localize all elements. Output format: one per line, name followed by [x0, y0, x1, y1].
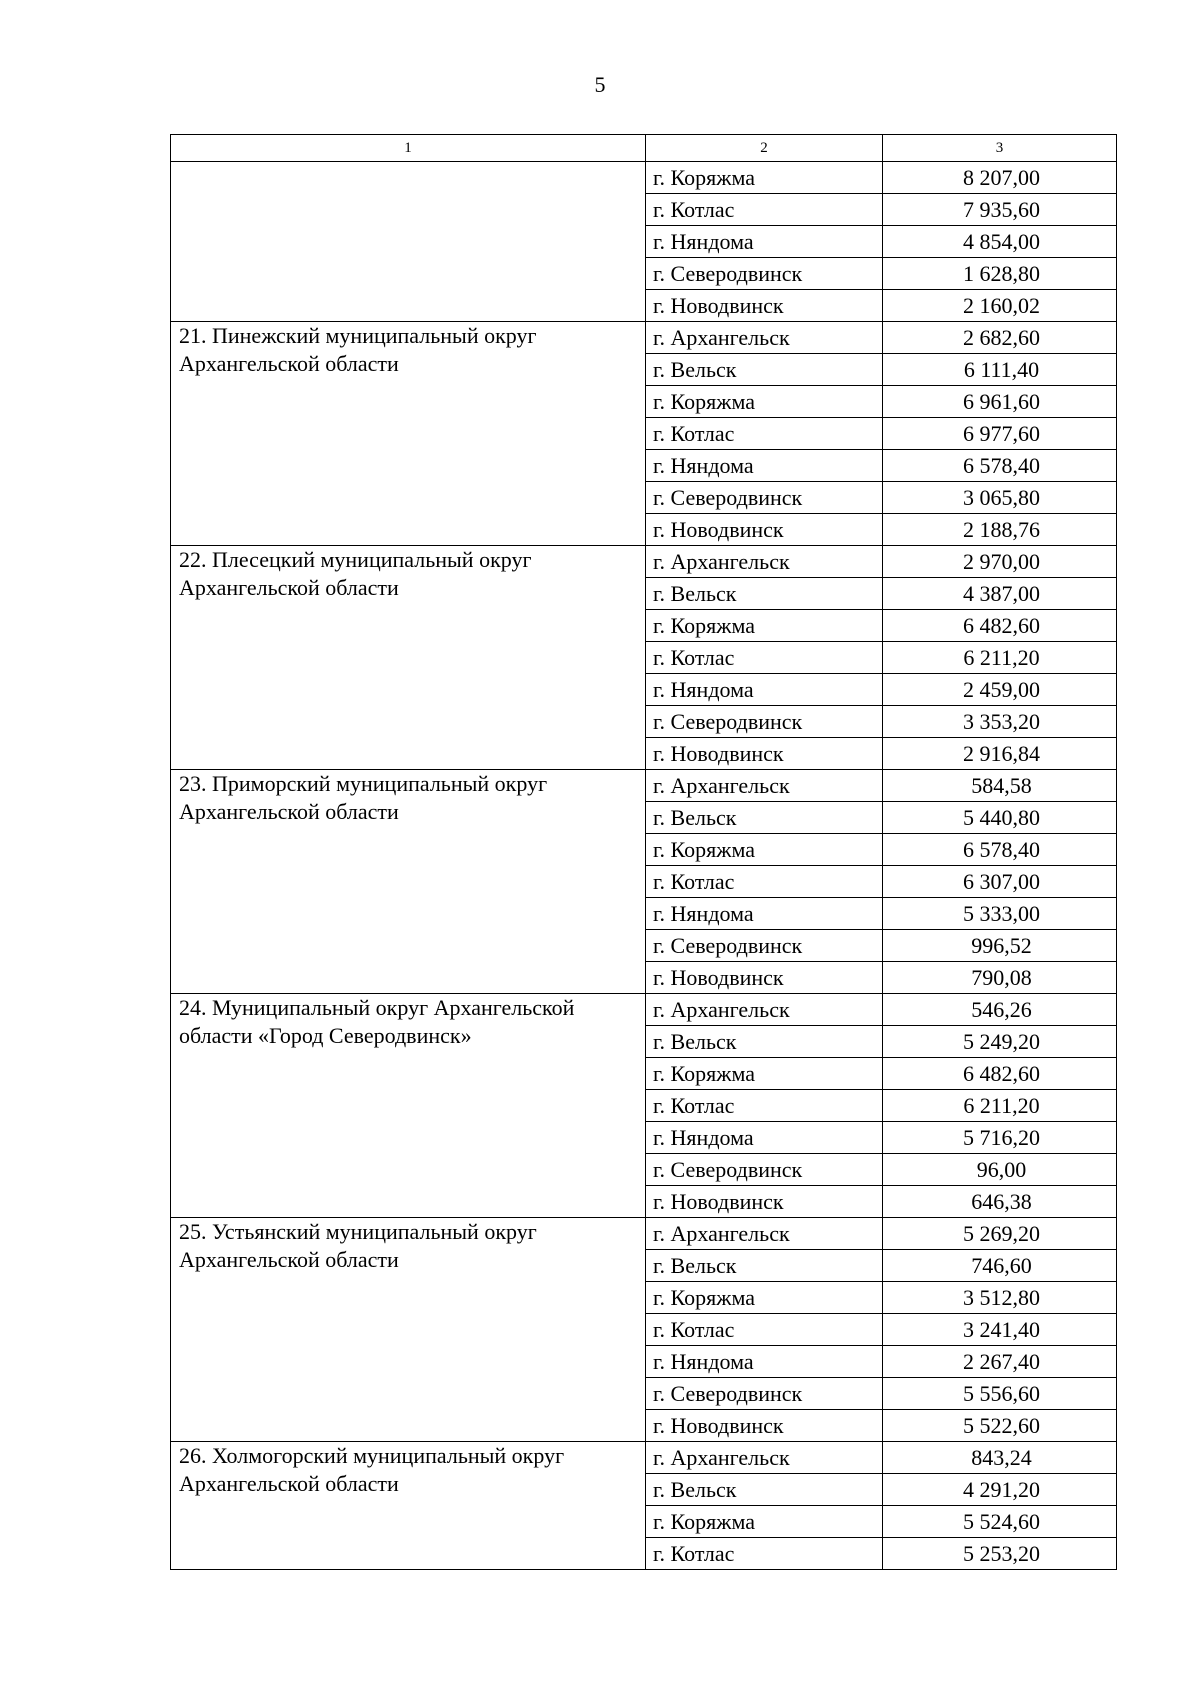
- value-cell: 746,60: [883, 1250, 1117, 1282]
- city-cell: г. Новодвинск: [646, 1410, 883, 1442]
- city-cell: г. Новодвинск: [646, 962, 883, 994]
- value-cell: 584,58: [883, 770, 1117, 802]
- district-name-cell: [171, 162, 646, 322]
- value-cell: 6 307,00: [883, 866, 1117, 898]
- value-cell: 1 628,80: [883, 258, 1117, 290]
- city-cell: г. Вельск: [646, 578, 883, 610]
- table-row: [171, 994, 1117, 1026]
- value-cell: 2 459,00: [883, 674, 1117, 706]
- city-cell: г. Котлас: [646, 194, 883, 226]
- district-name-cell: 22. Плесецкий муниципальный округ Архангельской области: [171, 546, 646, 770]
- table-row: [171, 770, 1117, 802]
- city-cell: г. Архангельск: [646, 994, 883, 1026]
- value-cell: 6 578,40: [883, 450, 1117, 482]
- city-cell: г. Няндома: [646, 450, 883, 482]
- value-cell: 2 916,84: [883, 738, 1117, 770]
- value-cell: 646,38: [883, 1186, 1117, 1218]
- value-cell: 4 387,00: [883, 578, 1117, 610]
- value-cell: 3 353,20: [883, 706, 1117, 738]
- value-cell: 4 854,00: [883, 226, 1117, 258]
- city-cell: г. Няндома: [646, 1122, 883, 1154]
- city-cell: г. Котлас: [646, 866, 883, 898]
- city-cell: г. Северодвинск: [646, 1378, 883, 1410]
- value-cell: 6 111,40: [883, 354, 1117, 386]
- table-row: [171, 1218, 1117, 1250]
- city-cell: г. Новодвинск: [646, 738, 883, 770]
- district-name-cell: 25. Устьянский муниципальный округ Архангельской области: [171, 1218, 646, 1442]
- district-name-cell: 24. Муниципальный округ Архангельской области «Город Северодвинск»: [171, 994, 646, 1218]
- city-cell: г. Котлас: [646, 1090, 883, 1122]
- city-cell: г. Северодвинск: [646, 482, 883, 514]
- city-cell: г. Котлас: [646, 418, 883, 450]
- city-cell: г. Коряжма: [646, 162, 883, 194]
- value-cell: 6 961,60: [883, 386, 1117, 418]
- city-cell: г. Вельск: [646, 802, 883, 834]
- value-cell: 5 333,00: [883, 898, 1117, 930]
- city-cell: г. Няндома: [646, 1346, 883, 1378]
- page-number: 5: [594, 72, 606, 97]
- value-cell: 2 188,76: [883, 514, 1117, 546]
- value-cell: 3 065,80: [883, 482, 1117, 514]
- value-cell: 2 682,60: [883, 322, 1117, 354]
- distance-table: [170, 134, 1117, 1570]
- column-header-2: 2: [646, 135, 883, 162]
- value-cell: 3 512,80: [883, 1282, 1117, 1314]
- value-cell: 6 211,20: [883, 642, 1117, 674]
- district-name-cell: 26. Холмогорский муниципальный округ Архангельской области: [171, 1442, 646, 1570]
- value-cell: 996,52: [883, 930, 1117, 962]
- city-cell: г. Архангельск: [646, 322, 883, 354]
- city-cell: г. Коряжма: [646, 610, 883, 642]
- value-cell: 843,24: [883, 1442, 1117, 1474]
- value-cell: 6 977,60: [883, 418, 1117, 450]
- city-cell: г. Новодвинск: [646, 1186, 883, 1218]
- table-body: [171, 162, 1117, 1570]
- value-cell: 790,08: [883, 962, 1117, 994]
- city-cell: г. Архангельск: [646, 546, 883, 578]
- city-cell: г. Коряжма: [646, 386, 883, 418]
- value-cell: 7 935,60: [883, 194, 1117, 226]
- table-row: [171, 1442, 1117, 1474]
- city-cell: г. Новодвинск: [646, 514, 883, 546]
- city-cell: г. Котлас: [646, 1538, 883, 1570]
- column-header-1: 1: [171, 135, 646, 162]
- table-row: [171, 546, 1117, 578]
- value-cell: 6 482,60: [883, 610, 1117, 642]
- table-row: [171, 322, 1117, 354]
- value-cell: 6 578,40: [883, 834, 1117, 866]
- value-cell: 5 522,60: [883, 1410, 1117, 1442]
- city-cell: г. Коряжма: [646, 1282, 883, 1314]
- city-cell: г. Северодвинск: [646, 1154, 883, 1186]
- value-cell: 2 970,00: [883, 546, 1117, 578]
- city-cell: г. Северодвинск: [646, 706, 883, 738]
- value-cell: 5 249,20: [883, 1026, 1117, 1058]
- district-name-cell: 23. Приморский муниципальный округ Архангельской области: [171, 770, 646, 994]
- city-cell: г. Няндома: [646, 226, 883, 258]
- table-header-row: [171, 135, 1117, 162]
- city-cell: г. Вельск: [646, 1026, 883, 1058]
- value-cell: 6 211,20: [883, 1090, 1117, 1122]
- city-cell: г. Няндома: [646, 674, 883, 706]
- city-cell: г. Коряжма: [646, 1058, 883, 1090]
- city-cell: г. Вельск: [646, 354, 883, 386]
- value-cell: 2 267,40: [883, 1346, 1117, 1378]
- value-cell: 8 207,00: [883, 162, 1117, 194]
- value-cell: 4 291,20: [883, 1474, 1117, 1506]
- city-cell: г. Котлас: [646, 642, 883, 674]
- city-cell: г. Архангельск: [646, 770, 883, 802]
- value-cell: 6 482,60: [883, 1058, 1117, 1090]
- city-cell: г. Северодвинск: [646, 930, 883, 962]
- city-cell: г. Вельск: [646, 1250, 883, 1282]
- district-name-cell: 21. Пинежский муниципальный округ Архангельской области: [171, 322, 646, 546]
- city-cell: г. Коряжма: [646, 834, 883, 866]
- city-cell: г. Северодвинск: [646, 258, 883, 290]
- value-cell: 5 440,80: [883, 802, 1117, 834]
- city-cell: г. Котлас: [646, 1314, 883, 1346]
- city-cell: г. Коряжма: [646, 1506, 883, 1538]
- city-cell: г. Няндома: [646, 898, 883, 930]
- value-cell: 3 241,40: [883, 1314, 1117, 1346]
- column-header-3: 3: [883, 135, 1117, 162]
- city-cell: г. Новодвинск: [646, 290, 883, 322]
- city-cell: г. Вельск: [646, 1474, 883, 1506]
- value-cell: 96,00: [883, 1154, 1117, 1186]
- value-cell: 5 716,20: [883, 1122, 1117, 1154]
- value-cell: 5 524,60: [883, 1506, 1117, 1538]
- table-row: [171, 162, 1117, 194]
- value-cell: 5 269,20: [883, 1218, 1117, 1250]
- city-cell: г. Архангельск: [646, 1442, 883, 1474]
- value-cell: 5 253,20: [883, 1538, 1117, 1570]
- value-cell: 2 160,02: [883, 290, 1117, 322]
- value-cell: 546,26: [883, 994, 1117, 1026]
- value-cell: 5 556,60: [883, 1378, 1117, 1410]
- city-cell: г. Архангельск: [646, 1218, 883, 1250]
